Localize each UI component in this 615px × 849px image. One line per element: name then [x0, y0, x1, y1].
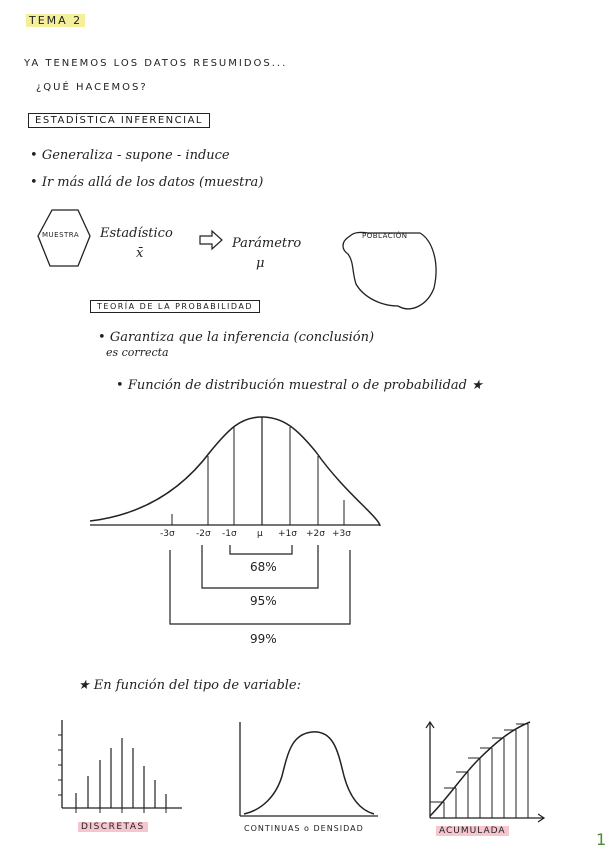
- tick-label: -2σ: [196, 529, 211, 539]
- star-icon: ★: [78, 678, 90, 693]
- continuous-chart: [240, 722, 378, 816]
- label-acumulada: ACUMULADA: [436, 826, 509, 836]
- types-intro: [78, 678, 301, 693]
- prob-bullet-2: • Función de distribución muestral o de probabilidad ★: [116, 378, 483, 393]
- bullet-generaliza-text: Generaliza - supone - induce: [41, 148, 230, 163]
- poblacion-shape: [343, 232, 436, 308]
- interval-95-label: 95%: [250, 594, 277, 608]
- bell-curve: [90, 417, 380, 526]
- star-icon: ★: [471, 378, 483, 393]
- tick-label: μ: [257, 529, 263, 539]
- prob-bullet-1: • Garantiza que la inferencia (conclusión): [98, 330, 375, 345]
- estadistico-label: Estadístico: [100, 226, 173, 241]
- tick-label: -1σ: [222, 529, 237, 539]
- label-discretas: DISCRETAS: [78, 822, 148, 832]
- prob-bullet-2-text: Función de distribución muestral o de probabilidad: [127, 378, 467, 393]
- cumulative-chart: [426, 722, 544, 822]
- types-intro-text: En función del tipo de variable:: [93, 678, 302, 693]
- arrow-icon: [200, 231, 222, 249]
- tick-label: +2σ: [306, 529, 325, 539]
- parametro-symbol: μ: [256, 256, 265, 271]
- bullet-mas-alla-text: Ir más allá de los datos (muestra): [41, 175, 264, 190]
- prob-bullet-1-line2: es correcta: [106, 346, 169, 359]
- parametro-label: Parámetro: [232, 236, 302, 251]
- bracket-68: [230, 545, 292, 554]
- probability-title-box: TEORÍA DE LA PROBABILIDAD: [90, 300, 260, 313]
- prob-bullet-1-text: Garantiza que la inferencia (conclusión): [109, 330, 375, 345]
- intro-line-2: ¿QUÉ HACEMOS?: [36, 82, 148, 93]
- tick-label: +3σ: [332, 529, 351, 539]
- tick-label: +1σ: [278, 529, 297, 539]
- intro-line-1: YA TENEMOS LOS DATOS RESUMIDOS...: [24, 58, 288, 69]
- tick-label: -3σ: [160, 529, 175, 539]
- label-continuas: CONTINUAS o DENSIDAD: [244, 824, 364, 833]
- interval-99-label: 99%: [250, 632, 277, 646]
- bullet-generaliza: • Generaliza - supone - induce: [30, 148, 230, 163]
- section-title-box: ESTADÍSTICA INFERENCIAL: [28, 113, 210, 128]
- page-number: 1: [596, 830, 607, 849]
- bullet-mas-alla: • Ir más allá de los datos (muestra): [30, 175, 264, 190]
- page-title: TEMA 2: [26, 14, 85, 27]
- estadistico-symbol: x̄: [136, 246, 144, 261]
- discrete-chart: [58, 720, 182, 813]
- muestra-label: MUESTRA: [42, 231, 80, 239]
- interval-68-label: 68%: [250, 560, 277, 574]
- poblacion-label: POBLACIÓN: [362, 232, 408, 240]
